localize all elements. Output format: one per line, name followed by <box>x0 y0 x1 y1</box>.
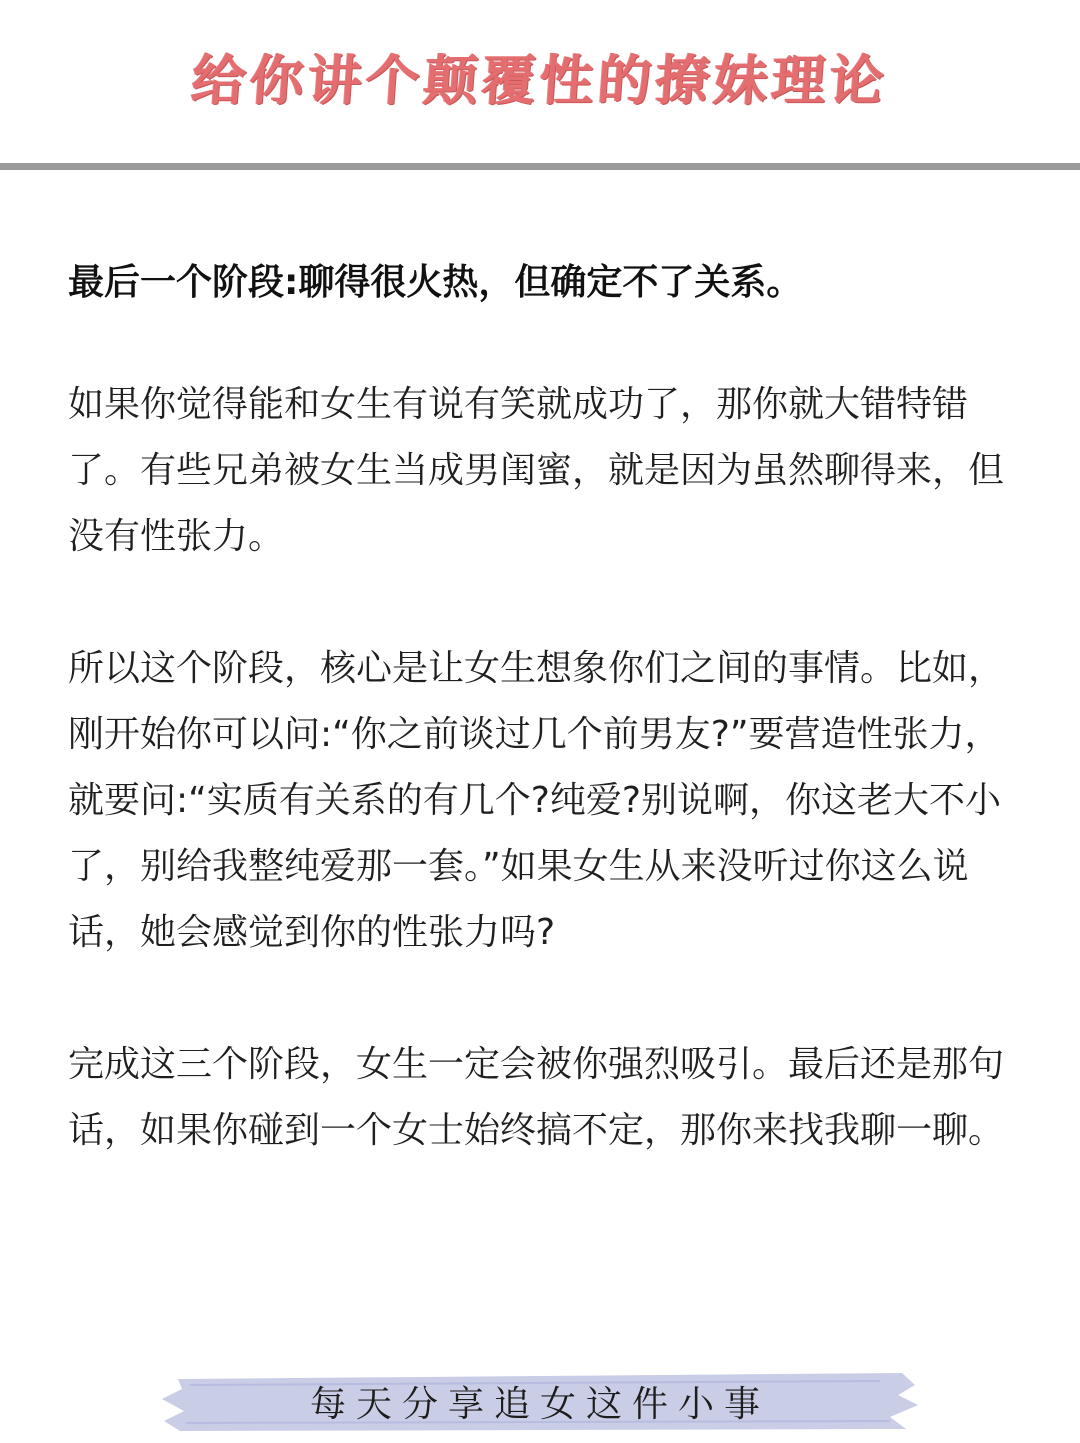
footer-tagline: 每天分享追女这件小事 <box>309 1383 770 1425</box>
spacer <box>68 316 1013 372</box>
divider <box>0 163 1080 170</box>
page-title: 给你讲个颠覆性的撩妹理论 <box>189 48 890 112</box>
footer-banner <box>160 1365 920 1437</box>
header <box>0 0 1080 165</box>
section-heading: 最后一个阶段:聊得很火热，但确定不了关系。 <box>68 262 803 303</box>
article-body <box>68 250 1013 1164</box>
spacer <box>68 966 1013 1032</box>
paragraph-3: 完成这三个阶段，女生一定会被你强烈吸引。最后还是那句话，如果你碰到一个女士始终搞不定，那你来找我聊一聊。 <box>68 1044 1005 1151</box>
paragraph-2: 所以这个阶段，核心是让女生想象你们之间的事情。比如，刚开始你可以问:“你之前谈过几个前男友?”要营造性张力，就要问:“实质有关系的有几个?纯爱?别说啊，你这老大不小了，别给我整纯爱那一套。”如果女生从来没听过你这么说话，她会感觉到你的性张力吗? <box>68 648 1005 953</box>
spacer <box>68 570 1013 636</box>
paragraph-1: 如果你觉得能和女生有说有笑就成功了，那你就大错特错了。有些兄弟被女生当成男闺蜜，就是因为虽然聊得来，但没有性张力。 <box>68 384 1005 557</box>
